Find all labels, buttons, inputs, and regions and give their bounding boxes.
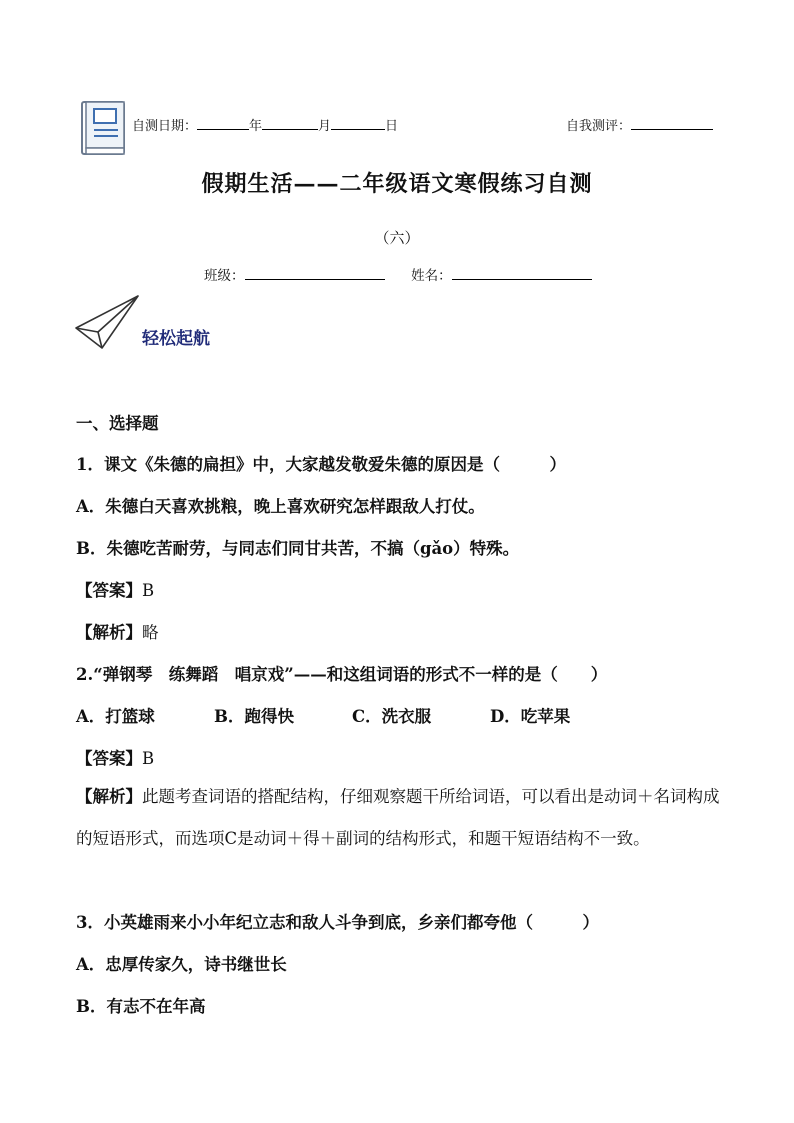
- page-subtitle: （六）: [374, 229, 420, 247]
- answer-value: B: [142, 749, 155, 768]
- answer-tag: 【答案】: [76, 749, 142, 768]
- self-eval-label: 自我测评：: [566, 119, 632, 134]
- class-name-line: [204, 264, 592, 284]
- q2-analysis: [76, 776, 726, 860]
- day-blank: [331, 115, 385, 130]
- month-blank: [262, 115, 318, 130]
- q3-option-b: B．有志不在年高: [76, 997, 206, 1016]
- class-blank: [245, 265, 385, 280]
- book-icon: [80, 100, 130, 160]
- q2-options: [76, 703, 570, 727]
- q1-option-a: A．朱德白天喜欢挑粮，晚上喜欢研究怎样跟敌人打仗。: [76, 497, 485, 516]
- q3-option-a: A．忠厚传家久，诗书继世长: [76, 955, 287, 974]
- q2-stem: 2.“弹钢琴 练舞蹈 唱京戏”——和这组词语的形式不一样的是（ ）: [76, 665, 608, 684]
- month-label: 月: [318, 119, 332, 134]
- q3-stem: 3．小英雄雨来小小年纪立志和敌人斗争到底，乡亲们都夸他（ ）: [76, 913, 599, 932]
- answer-tag: 【答案】: [76, 581, 142, 600]
- name-blank: [452, 265, 592, 280]
- analysis-text: 略: [142, 623, 159, 642]
- analysis-text: 此题考查词语的搭配结构，仔细观察题干所给词语，可以看出是动词＋名词构成的短语形式，而选项C是动词＋得＋副词的结构形式，和题干短语结构不一致。: [76, 787, 720, 848]
- q2-option-a: A．打篮球: [76, 707, 155, 726]
- section-banner: 轻松起航: [142, 329, 210, 349]
- year-blank: [197, 115, 249, 130]
- paper-plane-icon: [74, 294, 140, 350]
- class-label: 班级：: [204, 268, 245, 284]
- q2-answer: [76, 745, 154, 769]
- year-label: 年: [249, 119, 263, 134]
- analysis-tag: 【解析】: [76, 623, 142, 642]
- page-title: 假期生活——二年级语文寒假练习自测: [201, 171, 593, 197]
- date-label: 自测日期：: [132, 119, 198, 134]
- q2-option-b: B．跑得快: [214, 707, 294, 726]
- self-eval-blank: [631, 115, 713, 130]
- q1-option-b: B．朱德吃苦耐劳，与同志们同甘共苦，不搞（gǎo）特殊。: [76, 539, 520, 558]
- q2-option-c: C．洗衣服: [352, 707, 432, 726]
- name-label: 姓名：: [411, 268, 452, 284]
- q1-analysis: [76, 619, 159, 643]
- q1-answer: [76, 577, 154, 601]
- self-evaluation: [566, 115, 713, 134]
- day-label: 日: [385, 119, 399, 134]
- answer-value: B: [142, 581, 155, 600]
- self-test-date: [132, 115, 398, 134]
- q2-option-d: D．吃苹果: [490, 707, 571, 726]
- section-heading: 一、选择题: [76, 414, 159, 433]
- analysis-tag: 【解析】: [76, 787, 142, 806]
- q1-stem: 1．课文《朱德的扁担》中，大家越发敬爱朱德的原因是（ ）: [76, 455, 566, 474]
